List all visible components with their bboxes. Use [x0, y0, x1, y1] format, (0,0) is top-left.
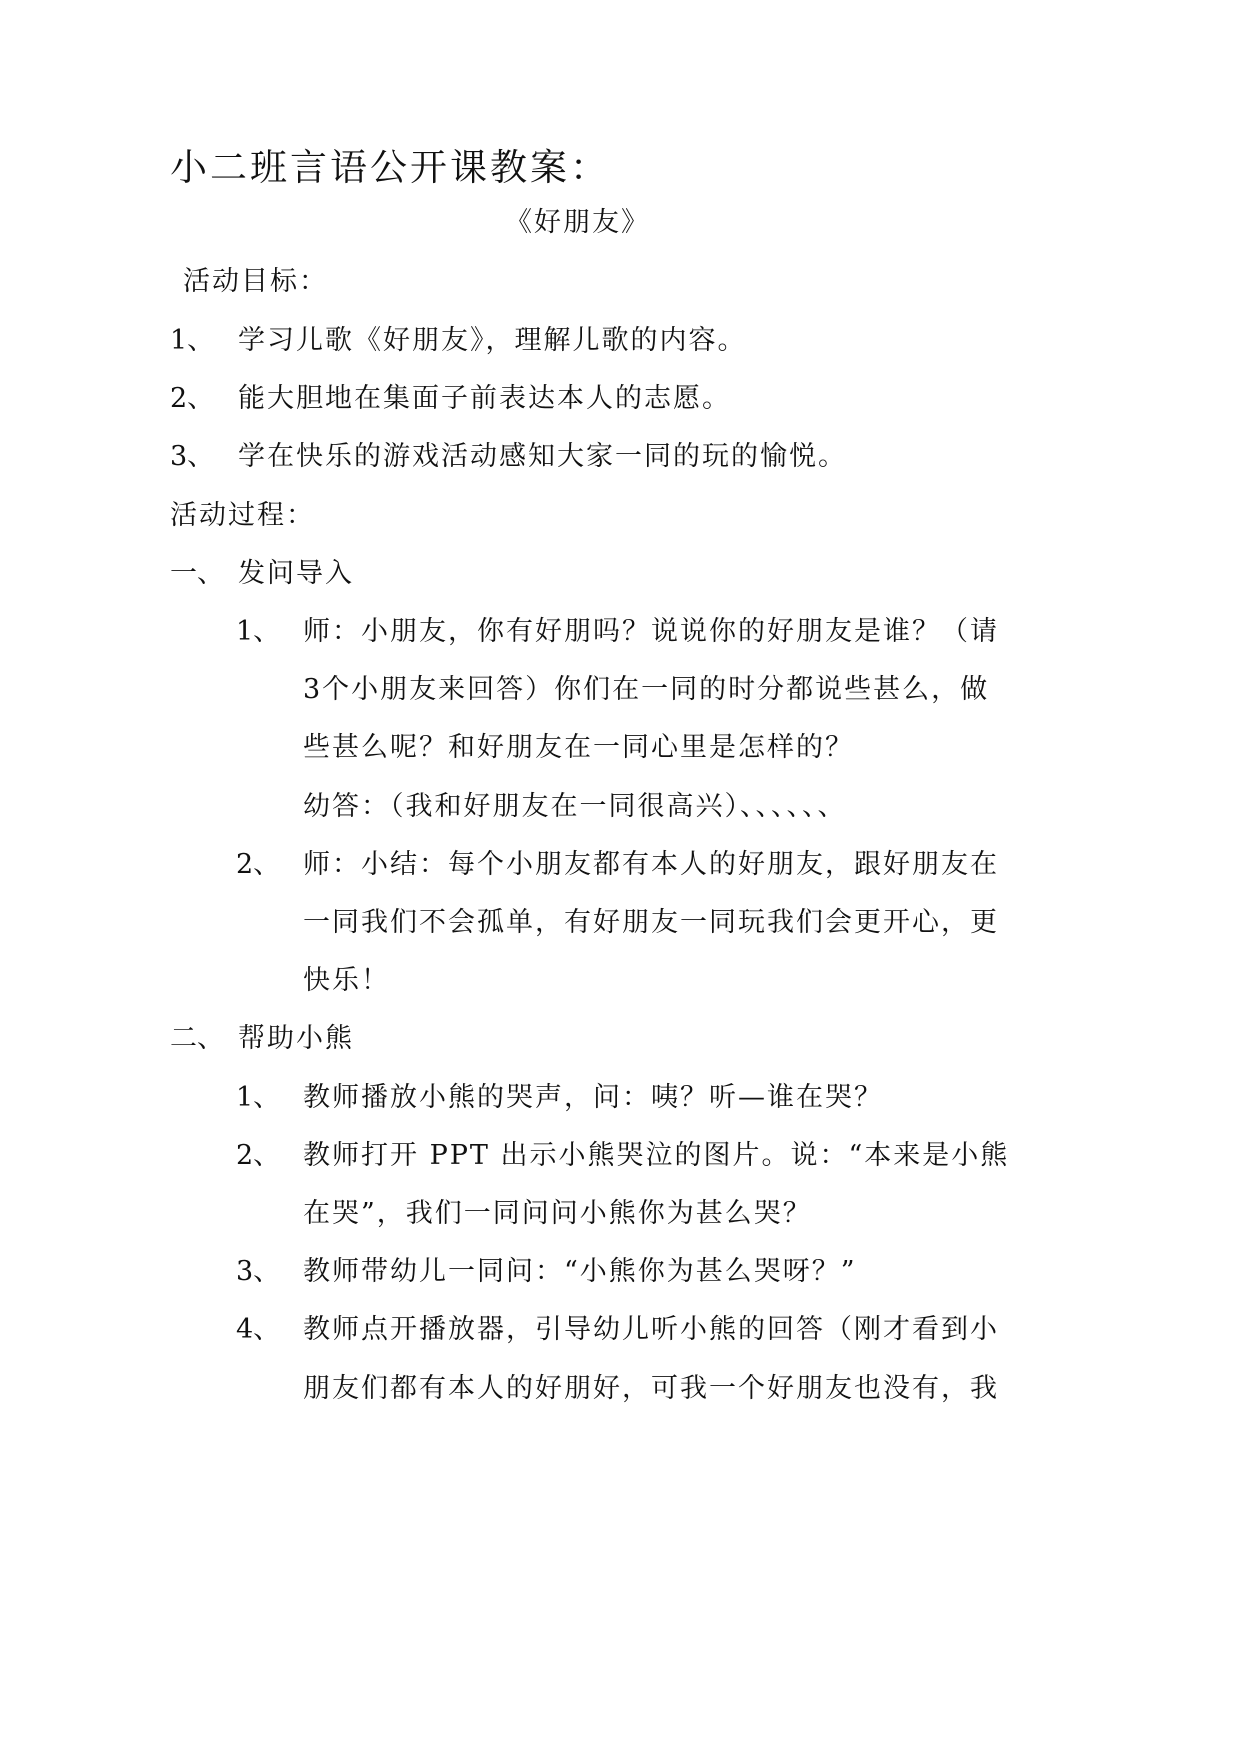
item-number: 3、	[236, 1256, 281, 1287]
item-text-line: 师：小结：每个小朋友都有本人的好朋友，跟好朋友在	[303, 849, 999, 880]
item-number: 1、	[236, 616, 281, 647]
document-subtitle: 《好朋友》	[505, 207, 650, 238]
item-text-line: 朋友们都有本人的好朋好，可我一个好朋友也没有，我	[303, 1373, 999, 1404]
item-number: 2、	[236, 849, 281, 880]
item-number: 2、	[236, 1140, 281, 1171]
goal-number: 1、	[170, 325, 215, 356]
item-text-line: 师：小朋友，你有好朋吗？说说你的好朋友是谁？（请	[303, 616, 999, 647]
item-text-line: 幼答：（我和好朋友在一同很高兴）、、、、、、	[303, 791, 847, 822]
goals-heading: 活动目标：	[183, 266, 328, 297]
item-text-line: 一同我们不会孤单，有好朋友一同玩我们会更开心，更	[303, 907, 999, 938]
goal-number: 3、	[170, 441, 215, 472]
section-number: 二、	[170, 1023, 224, 1054]
item-text-line: 教师打开 PPT 出示小熊哭泣的图片。说：“本来是小熊	[303, 1140, 1010, 1171]
section-title: 帮助小熊	[238, 1023, 354, 1054]
goal-text: 学在快乐的游戏活动感知大家一同的玩的愉悦。	[238, 441, 847, 472]
item-number: 1、	[236, 1082, 281, 1113]
goal-number: 2、	[170, 383, 215, 414]
item-text-line: 些甚么呢？和好朋友在一同心里是怎样的？	[303, 732, 854, 763]
goal-text: 学习儿歌《好朋友》，理解儿歌的内容。	[238, 325, 747, 356]
goal-text: 能大胆地在集面子前表达本人的志愿。	[238, 383, 731, 414]
item-text-line: 教师点开播放器，引导幼儿听小熊的回答（刚才看到小	[303, 1314, 999, 1345]
item-text-line: 教师带幼儿一同问：“小熊你为甚么哭呀？”	[303, 1256, 857, 1287]
document-title: 小二班言语公开课教案：	[170, 146, 610, 189]
item-number: 4、	[236, 1314, 281, 1345]
item-text-line: 教师播放小熊的哭声，问：咦？听—谁在哭？	[303, 1082, 883, 1113]
item-text-line: 在哭”，我们一同问问小熊你为甚么哭？	[303, 1198, 812, 1229]
item-text-line: 3个小朋友来回答）你们在一同的时分都说些甚么，做	[303, 674, 990, 705]
item-text-line: 快乐！	[303, 965, 390, 996]
section-title: 发问导入	[238, 558, 354, 589]
process-heading: 活动过程：	[170, 500, 315, 531]
section-number: 一、	[170, 558, 224, 589]
